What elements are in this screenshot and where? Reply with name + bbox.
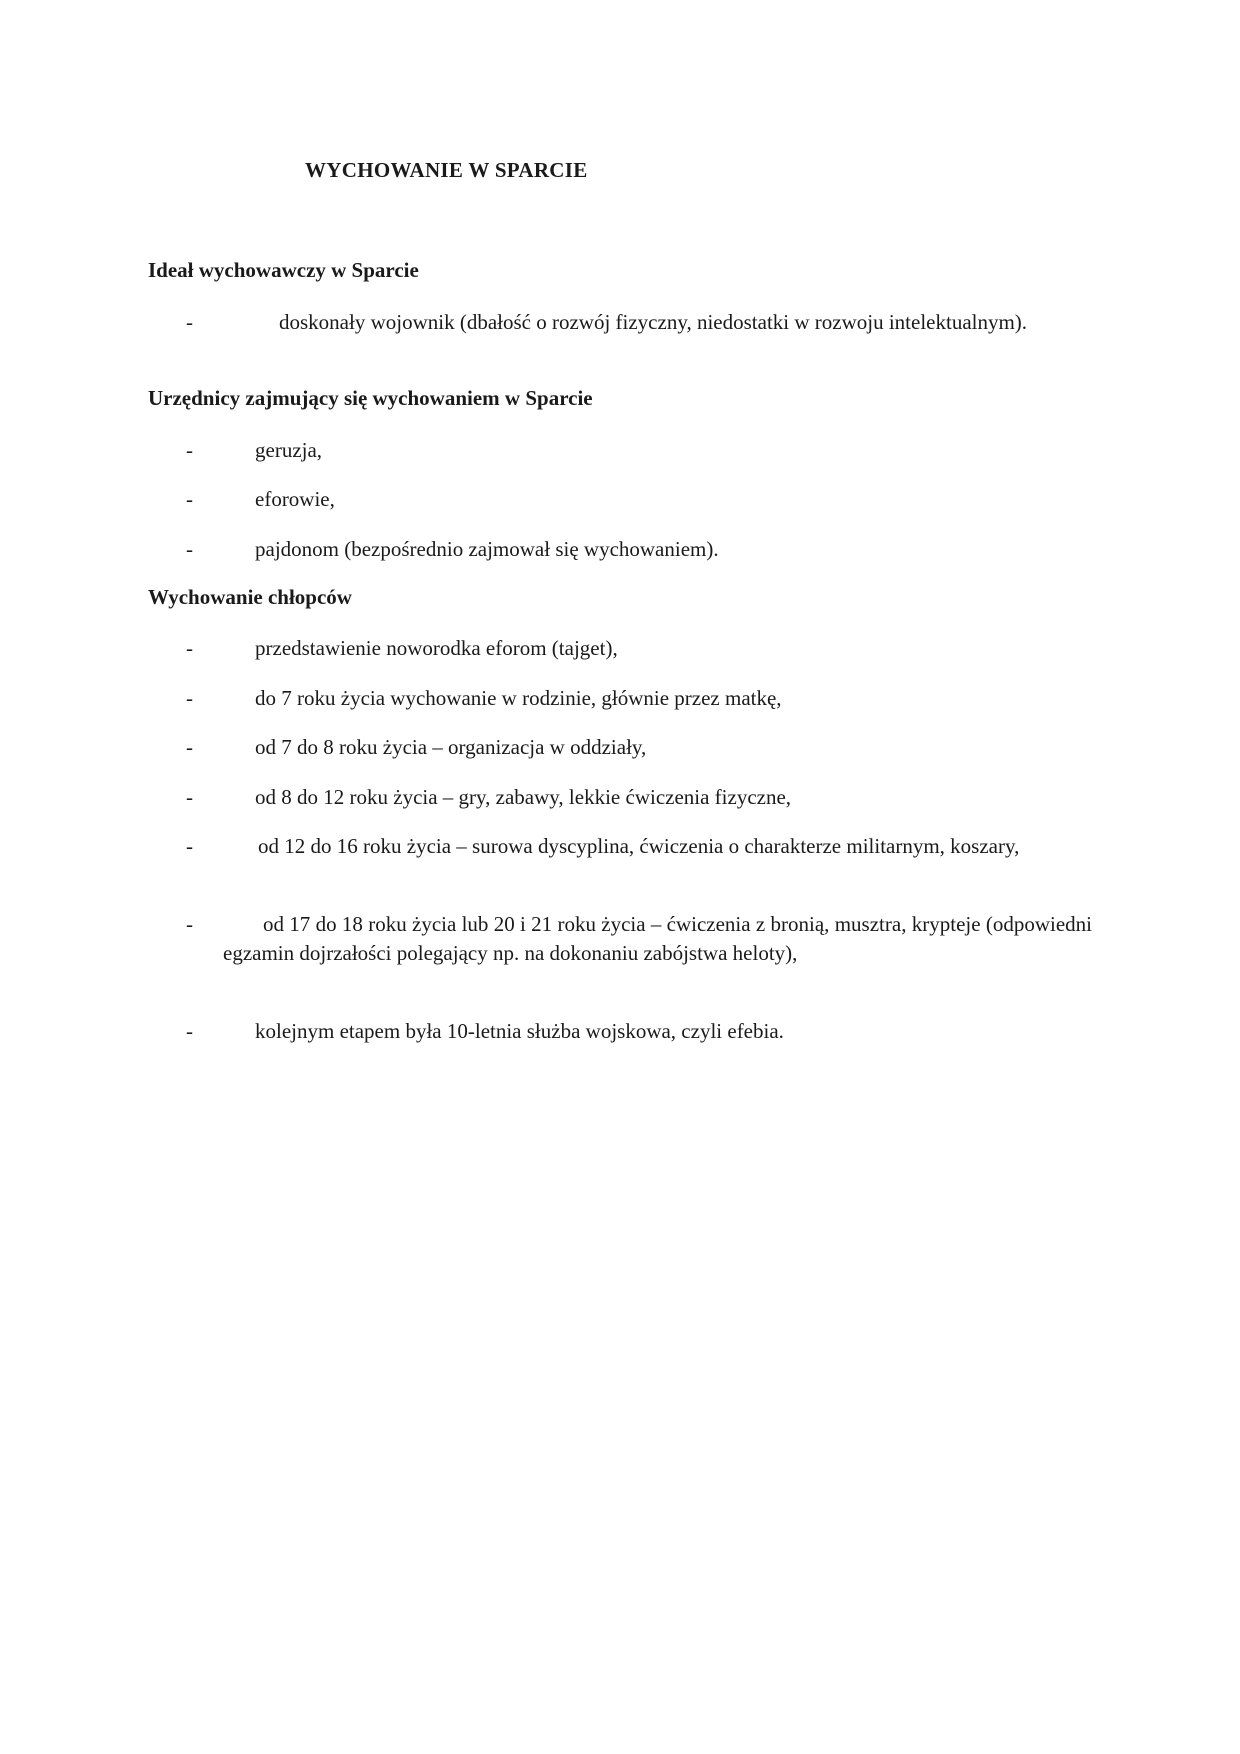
list-bullet: -: [186, 487, 193, 511]
list-item: kolejnym etapem była 10-letnia służba wojskowa, czyli efebia.: [255, 1019, 784, 1043]
list-item: pajdonom (bezpośrednio zajmował się wychowaniem).: [255, 537, 719, 561]
document-title: WYCHOWANIE W SPARCIE: [305, 158, 588, 182]
section-heading-boys: Wychowanie chłopców: [148, 585, 352, 609]
list-item: od 8 do 12 roku życia – gry, zabawy, lekkie ćwiczenia fizyczne,: [255, 785, 792, 809]
list-item: eforowie,: [255, 487, 335, 511]
list-item: geruzja,: [255, 438, 323, 462]
list-bullet: -: [186, 686, 193, 710]
list-bullet: -: [186, 438, 193, 462]
list-item: do 7 roku życia wychowanie w rodzinie, głównie przez matkę,: [255, 686, 782, 710]
list-bullet: -: [186, 912, 193, 936]
list-bullet: -: [186, 636, 193, 660]
list-item: od 7 do 8 roku życia – organizacja w oddziały,: [255, 735, 647, 759]
list-bullet: -: [186, 785, 193, 809]
list-item: od 17 do 18 roku życia lub 20 i 21 roku życia – ćwiczenia z bronią, musztra, krypteje (odpowiedni egzamin dojrzałości polegający np. na dokonaniu zabójstwa heloty),: [223, 912, 1092, 965]
section-heading-ideal: Ideał wychowawczy w Sparcie: [148, 258, 419, 282]
list-item: przedstawienie noworodka eforom (tajget),: [255, 636, 618, 660]
list-bullet: -: [186, 834, 193, 858]
section-heading-officials: Urzędnicy zajmujący się wychowaniem w Sparcie: [148, 386, 593, 410]
list-item: doskonały wojownik (dbałość o rozwój fizyczny, niedostatki w rozwoju intelektualnym).: [279, 310, 1028, 334]
list-bullet: -: [186, 1019, 193, 1043]
list-item: od 12 do 16 roku życia – surowa dyscyplina, ćwiczenia o charakterze militarnym, koszary,: [258, 834, 1020, 858]
list-bullet: -: [186, 537, 193, 561]
list-bullet: -: [186, 310, 193, 334]
list-bullet: -: [186, 735, 193, 759]
